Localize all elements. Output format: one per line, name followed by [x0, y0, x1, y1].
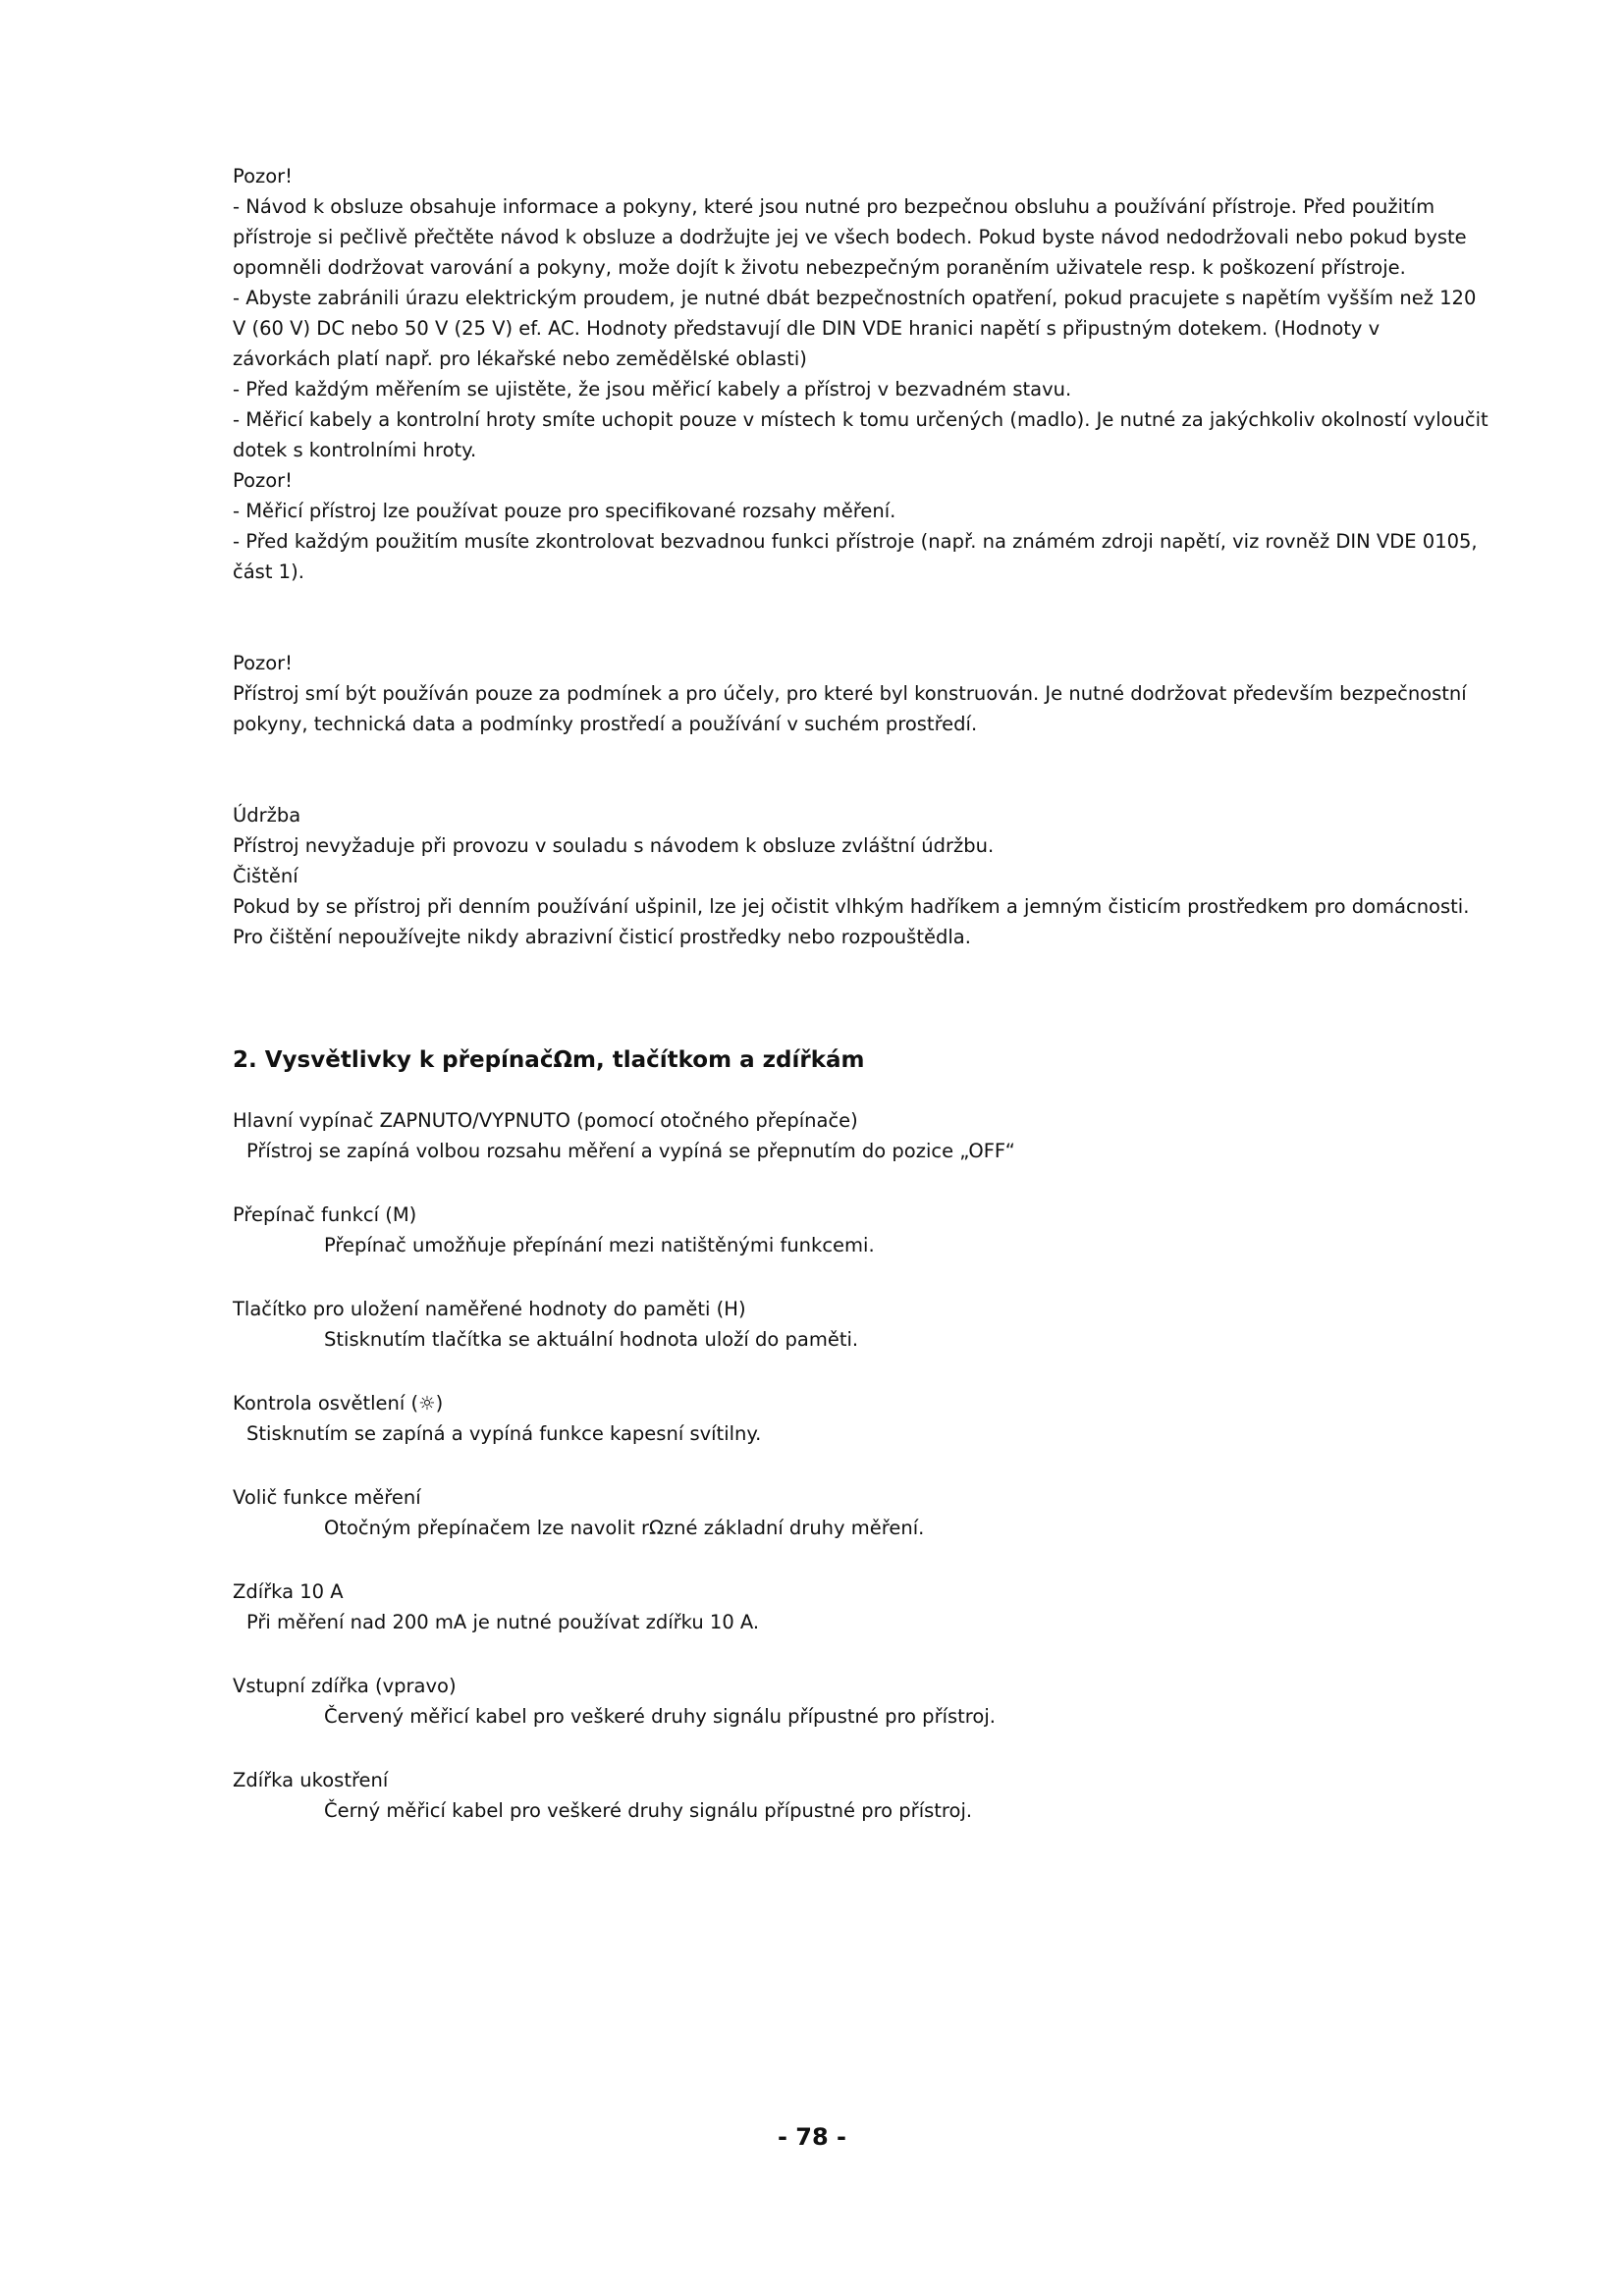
- item-title: Zdířka ukostření: [233, 1769, 389, 1791]
- text-line: pokyny, technická data a podmínky prostředí a používání v suchém prostředí.: [233, 713, 978, 735]
- cleaning-title: Čištění: [233, 865, 298, 887]
- spacer: [233, 952, 1529, 1041]
- item-hold-button: [233, 1294, 1529, 1355]
- item-title: Zdířka 10 A: [233, 1580, 344, 1603]
- text-line: - Před každým měřením se ujistěte, že jsou měřicí kabely a přístroj v bezvadném stavu.: [233, 378, 1072, 400]
- text-line: dotek s kontrolními hroty.: [233, 439, 477, 461]
- item-title: Vstupní zdířka (vpravo): [233, 1675, 457, 1697]
- safety-warning-1: [233, 161, 1529, 465]
- text-line: část 1).: [233, 561, 304, 583]
- spacer: [233, 1080, 1529, 1105]
- item-description: Červený měřicí kabel pro veškeré druhy signálu přípustné pro přístroj.: [324, 1705, 996, 1728]
- item-title: Tlačítko pro uložení naměřené hodnoty do paměti (H): [233, 1298, 746, 1320]
- text-line: V (60 V) DC nebo 50 V (25 V) ef. AC. Hodnoty představují dle DIN VDE hranici napětí s připustným dotekem. (Hodnoty v: [233, 317, 1380, 340]
- text-line: - Měřicí kabely a kontrolní hroty smíte uchopit pouze v místech k tomu určených (madlo). Je nutné za jakýchkoliv okolností vyloučit: [233, 408, 1489, 431]
- text-line: Přístroj smí být používán pouze za podmínek a pro účely, pro které byl konstruován. Je nutné dodržovat především bezpečnostní: [233, 682, 1467, 705]
- text-line: opomněli dodržovat varování a pokyny, može dojít k životu nebezpečným poraněním uživatele resp. k poškození přístroje.: [233, 256, 1406, 279]
- item-description: Stisknutím se zapíná a vypíná funkce kapesní svítilny.: [246, 1422, 762, 1445]
- item-function-switch: [233, 1200, 1529, 1260]
- text-line: závorkách platí např. pro lékařské nebo zemědělské oblasti): [233, 347, 807, 370]
- item-input-socket: [233, 1671, 1529, 1732]
- item-title: Přepínač funkcí (M): [233, 1203, 417, 1226]
- text-line: - Před každým použitím musíte zkontrolovat bezvadnou funkci přístroje (např. na známém zdroji napětí, viz rovněž DIN VDE 0105,: [233, 530, 1478, 553]
- item-description: Při měření nad 200 mA je nutné používat zdířku 10 A.: [246, 1611, 760, 1633]
- page-number: - 78 -: [777, 2123, 847, 2151]
- spacer: [233, 739, 1529, 800]
- item-title: Hlavní vypínač ZAPNUTO/VYPNUTO (pomocí otočného přepínače): [233, 1109, 858, 1132]
- item-description: Přepínač umožňuje přepínání mezi natištěnými funkcemi.: [324, 1234, 875, 1256]
- spacer: [233, 587, 1529, 648]
- item-description: Otočným přepínačem lze navolit rΩzné základní druhy měření.: [324, 1517, 925, 1539]
- warning-label: Pozor!: [233, 652, 293, 674]
- text-line: Pokud by se přístroj při denním používání ušpinil, lze jej očistit vlhkým hadříkem a jemným čisticím prostředkem pro domácnosti.: [233, 895, 1470, 918]
- text-line: přístroje si pečlivě přečtěte návod k obsluze a dodržujte jej ve všech bodech. Pokud byste návod nedodržovali nebo pokud byste: [233, 226, 1467, 248]
- text-line: Pro čištění nepoužívejte nikdy abrazivní čisticí prostředky nebo rozpouštědla.: [233, 926, 971, 948]
- maintenance-text: Přístroj nevyžaduje při provozu v souladu s návodem k obsluze zvláštní údržbu.: [233, 834, 995, 857]
- item-light-control: [233, 1388, 1529, 1449]
- item-function-selector: [233, 1482, 1529, 1543]
- document-page: [233, 161, 1529, 1826]
- warning-label: Pozor!: [233, 469, 293, 492]
- section-heading: 2. Vysvětlivky k přepínačΩm, tlačítkom a zdířkám: [233, 1047, 865, 1073]
- warning-label: Pozor!: [233, 165, 293, 187]
- maintenance-section: [233, 800, 1529, 952]
- safety-warning-2: [233, 465, 1529, 587]
- maintenance-title: Údržba: [233, 804, 301, 827]
- text-line: - Abyste zabránili úrazu elektrickým proudem, je nutné dbát bezpečnostních opatření, pokud pracujete s napětím vyšším než 120: [233, 287, 1477, 309]
- item-10a-socket: [233, 1576, 1529, 1637]
- item-title: Volič funkce měření: [233, 1486, 421, 1509]
- item-ground-socket: [233, 1765, 1529, 1826]
- item-description: Stisknutím tlačítka se aktuální hodnota uloží do paměti.: [324, 1328, 859, 1351]
- item-main-switch: [233, 1105, 1529, 1166]
- item-description: Černý měřicí kabel pro veškeré druhy signálu přípustné pro přístroj.: [324, 1799, 973, 1822]
- item-description: Přístroj se zapíná volbou rozsahu měření a vypíná se přepnutím do pozice „OFF“: [246, 1140, 1015, 1162]
- text-line: - Návod k obsluze obsahuje informace a pokyny, které jsou nutné pro bezpečnou obsluhu a používání přístroje. Před použitím: [233, 195, 1435, 218]
- text-line: - Měřicí přístroj lze používat pouze pro specifikované rozsahy měření.: [233, 500, 896, 522]
- item-title: Kontrola osvětlení (☼): [233, 1392, 444, 1415]
- safety-warning-3: [233, 648, 1529, 739]
